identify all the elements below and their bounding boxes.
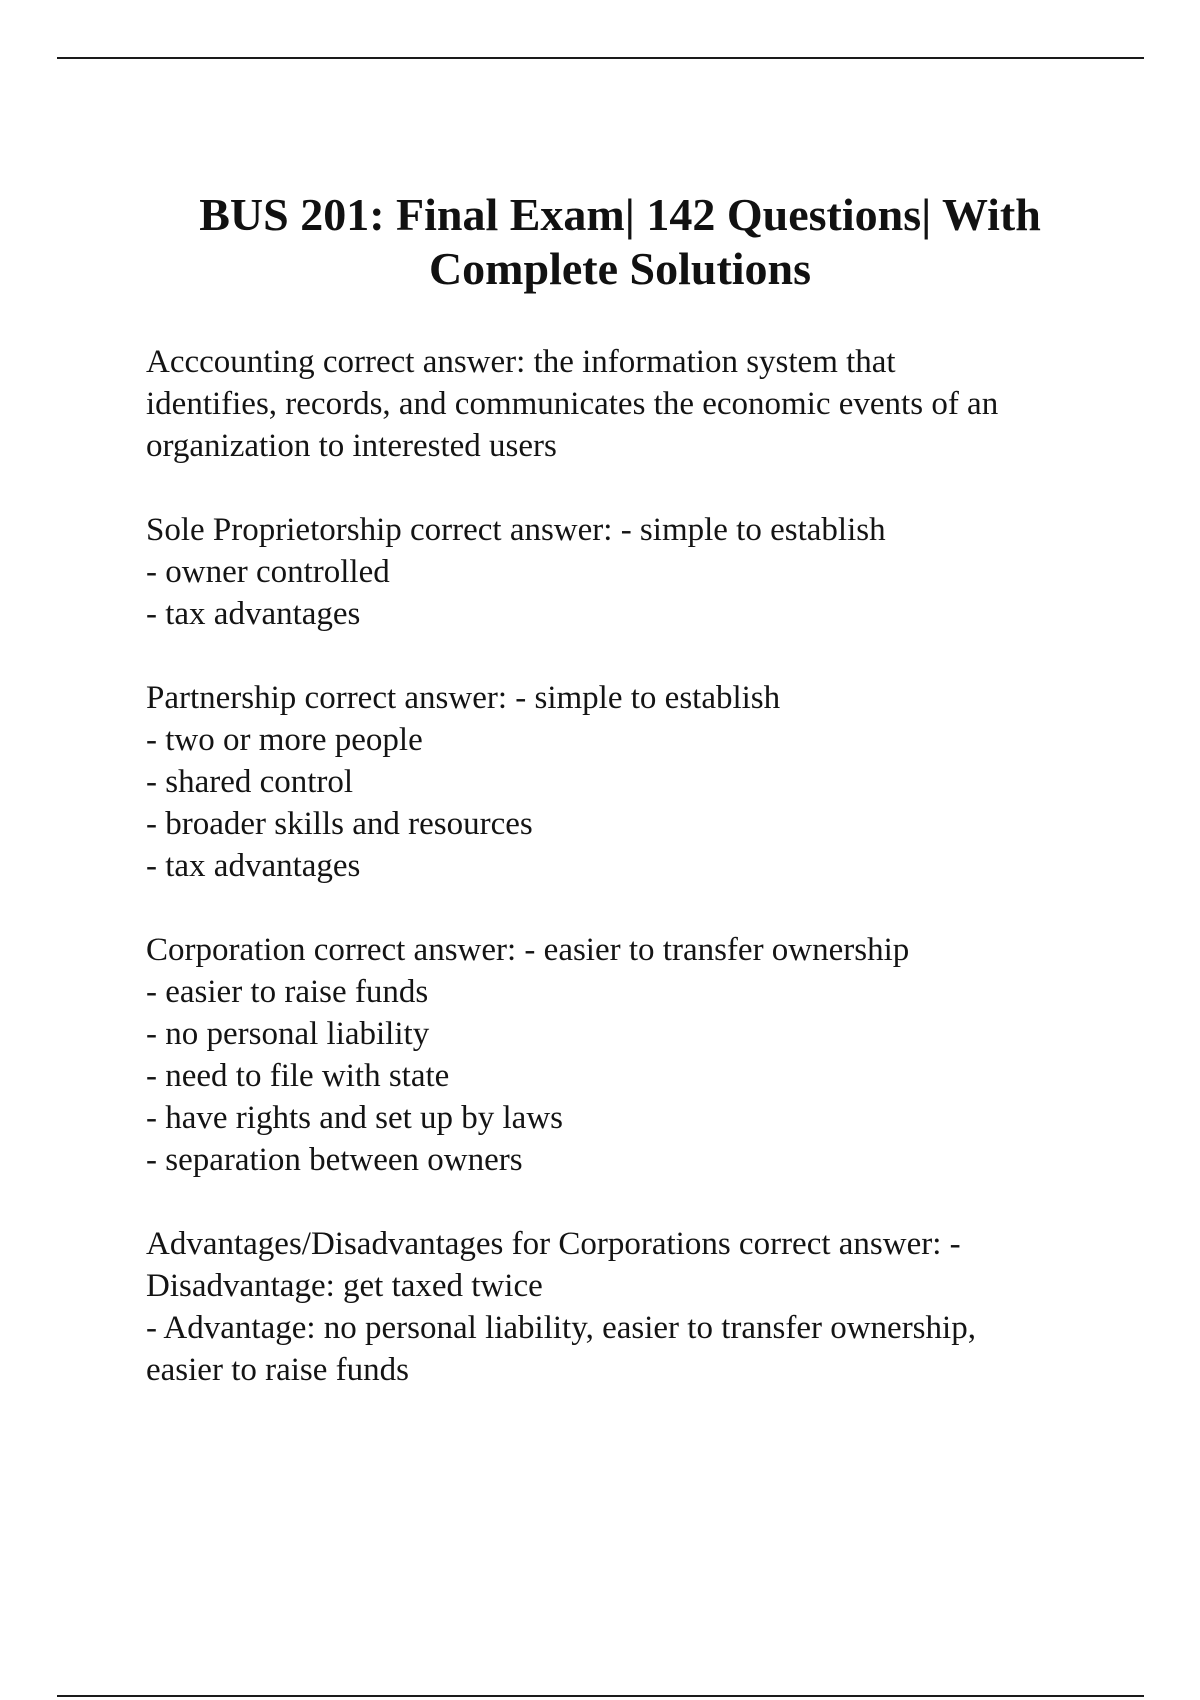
entry-line: - easier to raise funds [146,974,429,1010]
entry-line: - Advantage: no personal liability, easier to transfer ownership, [146,1310,976,1346]
bottom-divider [57,1695,1144,1697]
qa-content [146,341,1106,1433]
entry-line: - shared control [146,764,354,800]
page-title [130,188,1110,296]
qa-entry-accounting [146,341,1106,467]
qa-entry-corporation [146,929,1106,1181]
qa-entry-sole-proprietorship [146,509,1106,635]
entry-line: identifies, records, and communicates the economic events of an [146,386,999,422]
title-line: Complete Solutions [428,243,812,294]
entry-line: easier to raise funds [146,1352,409,1388]
entry-line: - owner controlled [146,554,390,590]
entry-line: - separation between owners [146,1142,523,1178]
entry-line: Sole Proprietorship correct answer: - simple to establish [146,512,886,548]
entry-line: Acccounting correct answer: the information system that [146,344,896,380]
qa-entry-partnership [146,677,1106,887]
top-divider [57,57,1144,59]
entry-line: - tax advantages [146,596,361,632]
entry-line: - tax advantages [146,848,361,884]
entry-line: organization to interested users [146,428,557,464]
entry-line: Disadvantage: get taxed twice [146,1268,543,1304]
qa-entry-corporation-pros-cons [146,1223,1106,1391]
entry-line: Corporation correct answer: - easier to transfer ownership [146,932,910,968]
entry-line: - no personal liability [146,1016,430,1052]
entry-line: Advantages/Disadvantages for Corporations correct answer: - [146,1226,961,1262]
entry-line: - two or more people [146,722,423,758]
entry-line: Partnership correct answer: - simple to establish [146,680,781,716]
entry-line: - need to file with state [146,1058,450,1094]
entry-line: - broader skills and resources [146,806,533,842]
title-line: BUS 201: Final Exam| 142 Questions| With [199,189,1041,240]
entry-line: - have rights and set up by laws [146,1100,563,1136]
